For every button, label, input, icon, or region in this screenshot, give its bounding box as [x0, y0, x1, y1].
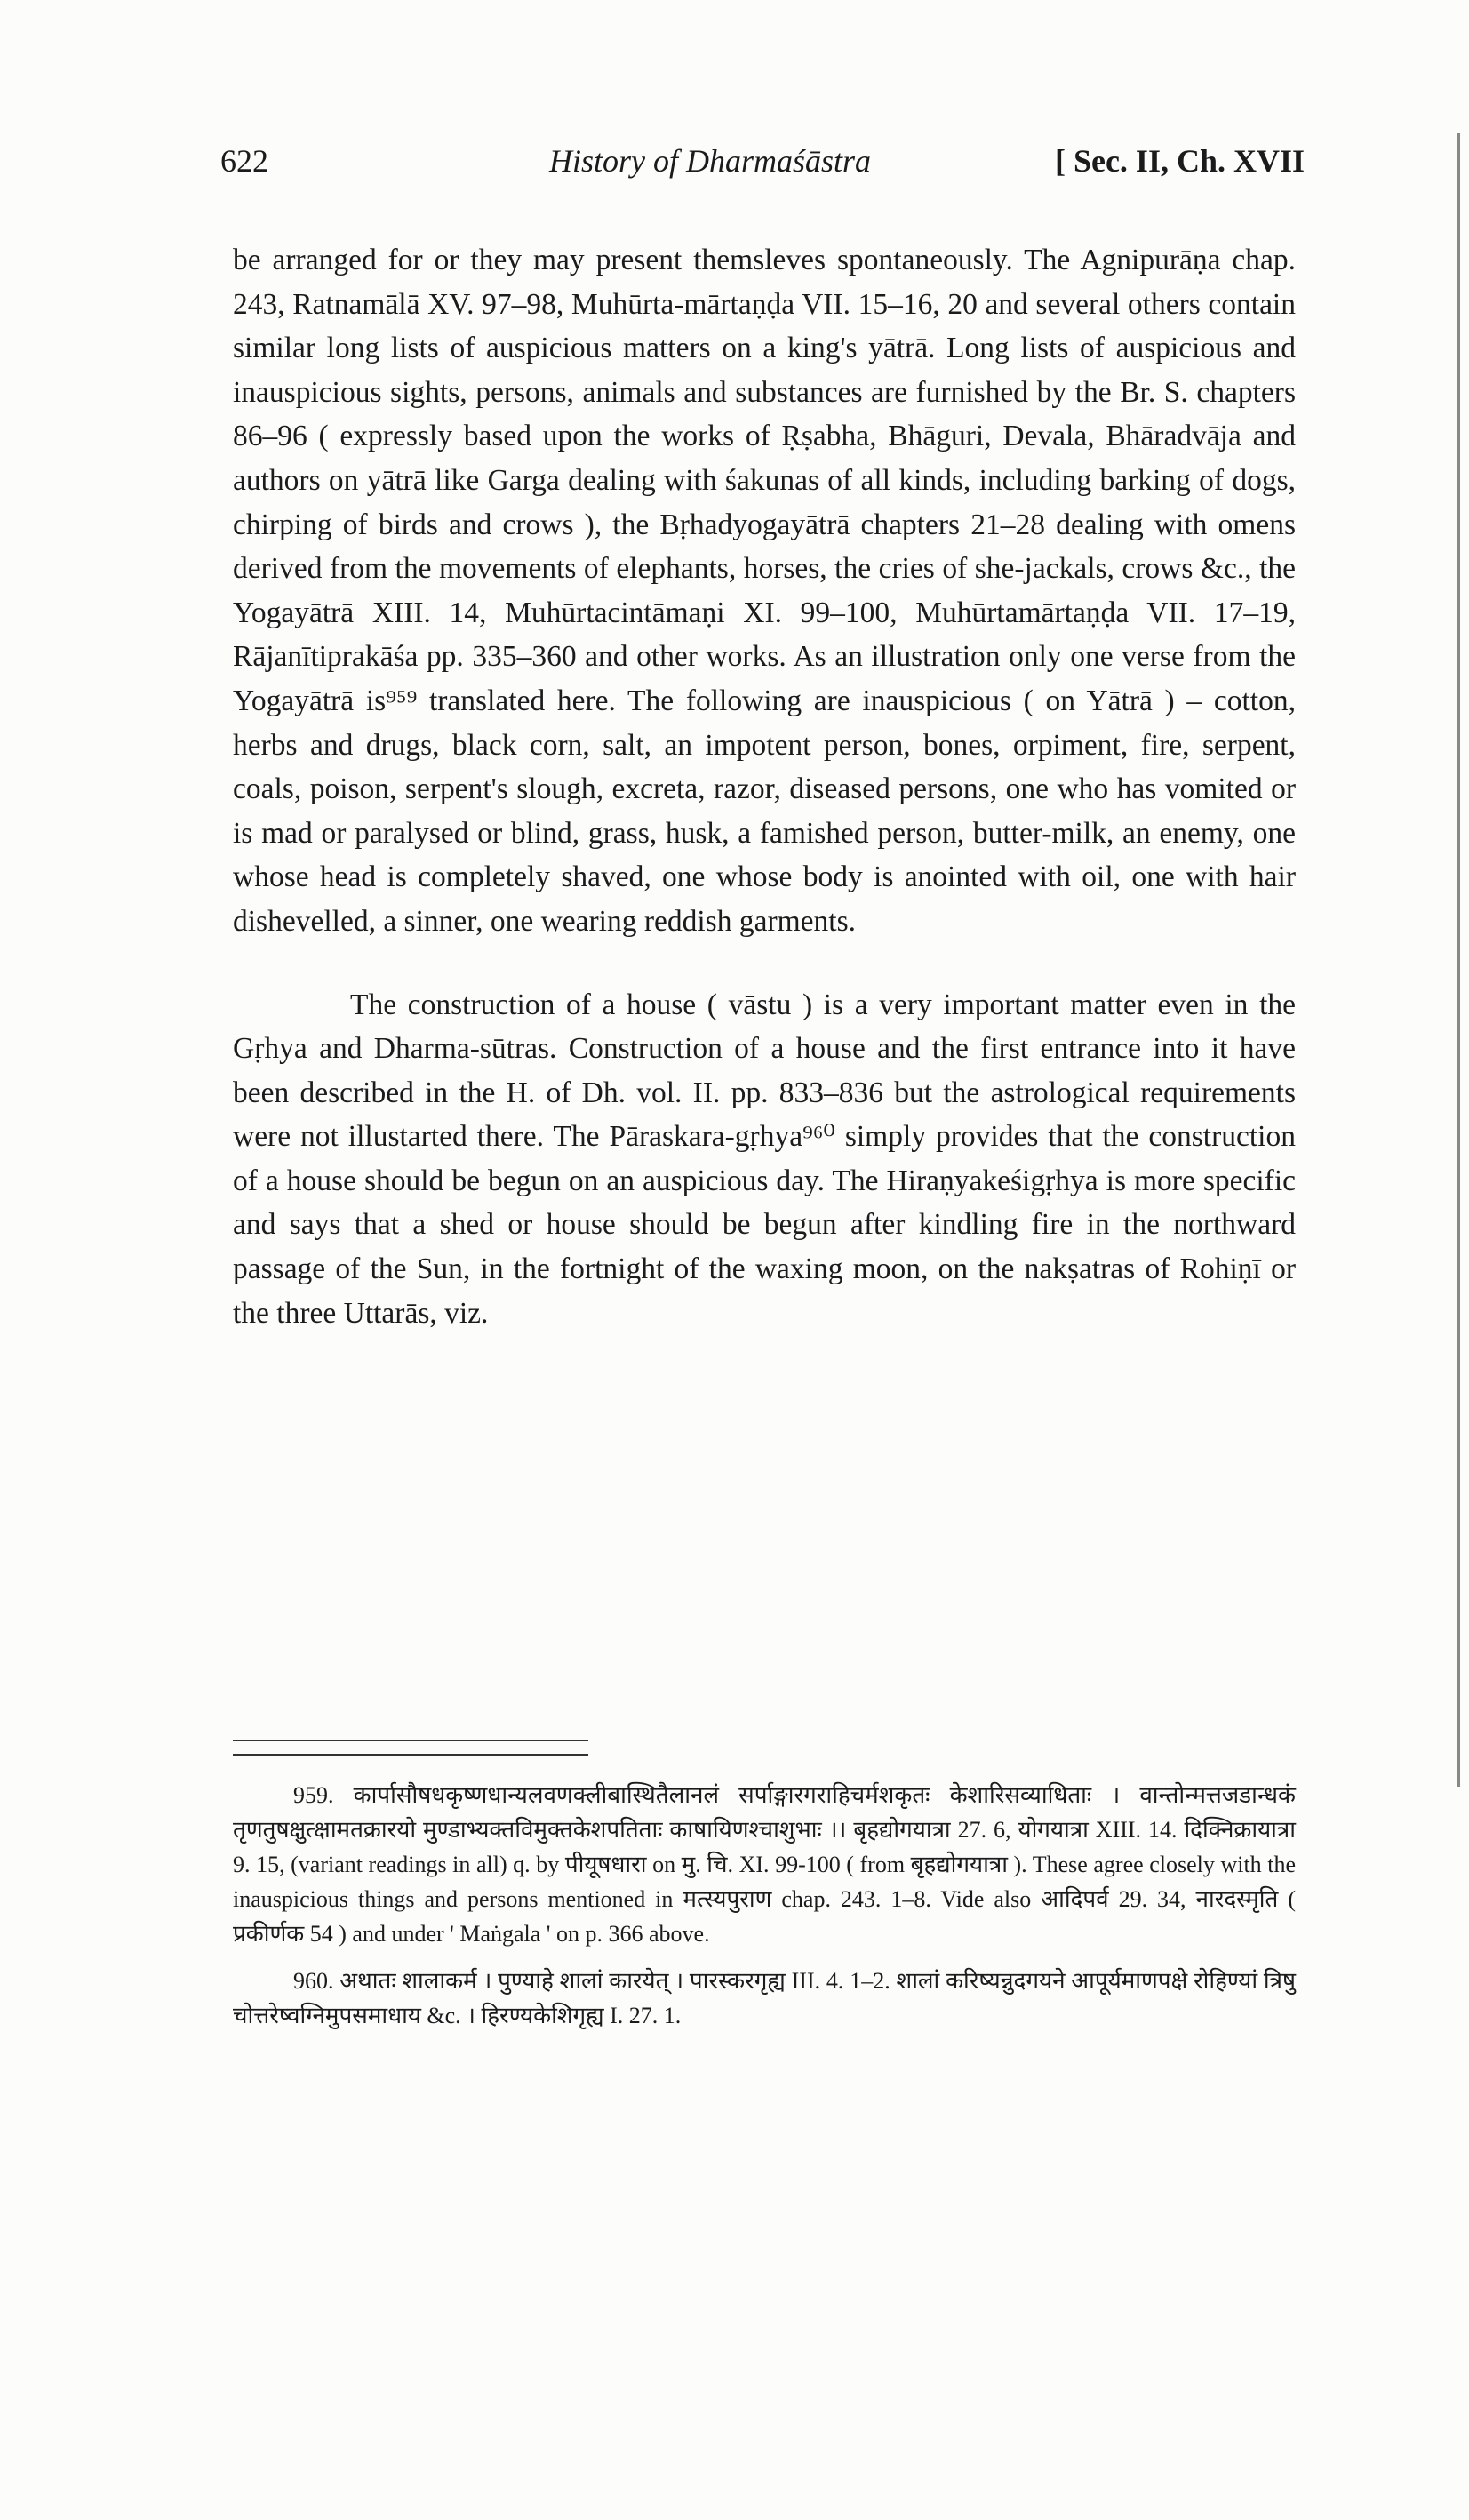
footnote-divider: [233, 1740, 588, 1756]
paragraph-house-construction: The construction of a house ( vāstu ) is a very important matter even in the Gṛhya and Dharma-sūtras. Construction of a house and the first entrance into it have been described in the H. of Dh. vol. II. pp. 833–836 but the astrological requirements were not illustarted there. The Pāraskara-gṛhya⁹⁶⁰ simply provides that the construction of a house should be begun on an auspicious day. The Hiraṇyakeśigṛhya is more specific and says that a shed or house should be begun after kindling fire in the northward passage of the Sun, in the fortnight of the waxing moon, on the nakṣatras of Rohiṇī or the three Uttarās, viz.: [233, 988, 1296, 1330]
paragraph-continued: be arranged for or they may present themsleves spontaneously. The Agnipurāṇa chap. 243, Ratnamālā XV. 97–98, Muhūrta-mārtaṇḍa VII. 15–16, 20 and several others contain similar long lists of auspicious matters on a king's yātrā. Long lists of auspicious and inauspicious sights, persons, animals and substances are furnished by the Br. S. chapters 86–96 ( expressly based upon the works of Ṛṣabha, Bhāguri, Devala, Bhāradvāja and authors on yātrā like Garga dealing with śakunas of all kinds, including barking of dogs, chirping of birds and crows ), the Bṛhadyogayātrā chapters 21–28 dealing with omens derived from the movements of elephants, horses, the cries of she-jackals, crows &c., the Yogayātrā XIII. 14, Muhūrtacintāmaṇi XI. 99–100, Muhūrtamārtaṇḍa VII. 17–19, Rājanītiprakāśa pp. 335–360 and other works. As an illustration only one verse from the Yogayātrā is⁹⁵⁹ translated here. The following are inauspicious ( on Yātrā ) – cotton, herbs and drugs, black corn, salt, an impotent person, bones, orpiment, fire, serpent, coals, poison, serpent's slough, excreta, razor, diseased persons, one who has vomited or is mad or paralysed or blind, grass, husk, a famished person, butter-milk, an enemy, one whose head is completely shaved, one whose body is anointed with oil, one with hair dishevelled, a sinner, one wearing reddish garments.: [233, 244, 1296, 938]
footnote-959: 959. कार्पासौषधकृष्णधान्यलवणक्लीबास्थितैलानलं सर्पाङ्गारगराहिचर्मशकृतः केशारिसव्याधिताः । वान्तोन्मत्तजडान्धकं तृणतुषक्षुत्क्षामतक्रारयो मुण्डाभ्यक्तविमुक्तकेशपतिताः काषायिणश्चाशुभाः ।। बृहद्योगयात्रा 27. 6, योगयात्रा XIII. 14. दिक्निक्रायात्रा 9. 15, (variant readings in all) q. by पीयूषधारा on मु. चि. XI. 99-100 ( from बृहद्योगयात्रा ). These agree closely with the inauspicious things and persons mentioned in मत्स्यपुराण chap. 243. 1–8. Vide also आदिपर्व 29. 34, नारदस्मृति ( प्रकीर्णक 54 ) and under ' Maṅgala ' on p. 366 above.: [233, 1782, 1296, 1947]
footnote-960: 960. अथातः शालाकर्म । पुण्याहे शालां कारयेत् । पारस्करगृह्य III. 4. 1–2. शालां करिष्यन्नुदगयने आपूर्यमाणपक्षे रोहिण्यां त्रिषु चोत्तरेष्वग्निमुपसमाधाय &c. । हिरण्यकेशिगृह्य I. 27. 1.: [233, 1968, 1296, 2028]
footnotes: [233, 1778, 1296, 2045]
running-title: History of Dharmaśāstra: [549, 143, 872, 179]
running-header: [220, 142, 1305, 196]
section-reference: [ Sec. II, Ch. XVII: [1054, 143, 1305, 179]
main-text: [233, 238, 1296, 1335]
page-edge-mark: [1457, 133, 1460, 1787]
page-number: 622: [220, 143, 268, 179]
